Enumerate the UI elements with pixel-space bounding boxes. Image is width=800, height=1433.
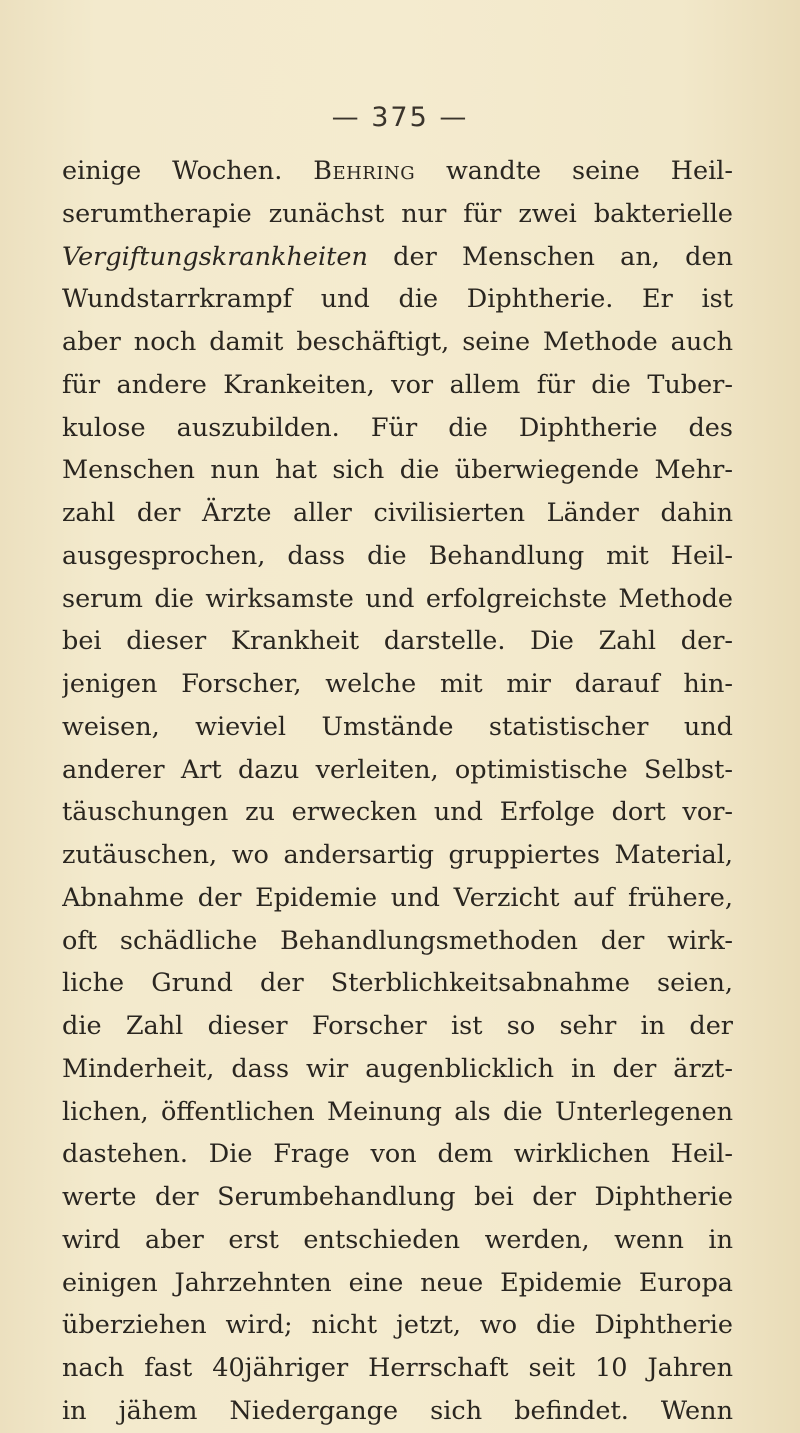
text-line [62, 1091, 733, 1134]
text-line [62, 578, 733, 621]
text-line [62, 663, 733, 706]
text-line [62, 321, 733, 364]
text-line [62, 193, 733, 236]
text-line [62, 150, 733, 193]
text-segment: weisen, wieviel Umstände statistischer und [62, 711, 733, 742]
text-segment: einige Wochen. [62, 156, 314, 186]
text-line [62, 1262, 733, 1305]
text-segment: dastehen. Die Frage von dem wirklichen Heil- [62, 1139, 733, 1170]
text-line [62, 620, 733, 663]
text-line [62, 1347, 733, 1390]
text-line [62, 962, 733, 1005]
text-segment: wandte seine Heil- [415, 156, 733, 186]
text-line [62, 449, 733, 492]
text-line [62, 1048, 733, 1091]
text-segment: täuschungen zu erwecken und Erfolge dort vor- [62, 797, 733, 828]
text-segment: zutäuschen, wo andersartig gruppiertes Material, [62, 840, 733, 870]
text-line [62, 1133, 733, 1176]
text-segment: anderer Art dazu verleiten, optimistische Selbst- [62, 754, 733, 785]
text-line [62, 834, 733, 877]
text-segment: serumtherapie zunächst nur für zwei bakterielle [62, 198, 733, 229]
text-segment: werte der Serumbehandlung bei der Diphtherie [62, 1182, 733, 1212]
text-segment: zahl der Ärzte aller civilisierten Länder dahin [62, 498, 733, 528]
text-line [62, 364, 733, 407]
emphasis-text: Vergiftungskrankheiten [62, 241, 368, 272]
text-segment: Minderheit, dass wir augenblicklich in der ärzt- [62, 1053, 733, 1084]
text-segment: jenigen Forscher, welche mit mir darauf hin- [62, 669, 733, 699]
body-text [62, 150, 733, 1433]
author-name: Behring [313, 156, 416, 186]
text-segment: überziehen wird; nicht jetzt, wo die Diphtherie [62, 1310, 733, 1341]
text-line [62, 1304, 733, 1347]
text-line [62, 492, 733, 535]
page-number: — 375 — [331, 102, 469, 133]
text-segment: Abnahme der Epidemie und Verzicht auf frühere, [62, 882, 733, 913]
text-segment: Menschen nun hat sich die überwiegende Mehr- [62, 455, 733, 486]
text-line [62, 535, 733, 578]
text-segment: oft schädliche Behandlungsmethoden der wirk- [62, 925, 733, 956]
text-line [62, 749, 733, 792]
text-line [62, 1176, 733, 1219]
text-segment: liche Grund der Sterblichkeitsabnahme seien, [62, 968, 733, 999]
text-line [62, 791, 733, 834]
text-segment: nach fast 40jähriger Herrschaft seit 10 Jahren [62, 1353, 733, 1383]
text-segment: für andere Krankeiten, vor allem für die Tuber- [62, 369, 733, 400]
text-line [62, 407, 733, 450]
text-line [62, 706, 733, 749]
text-segment: Wundstarrkrampf und die Diphtherie. Er ist [62, 284, 733, 315]
text-segment: bei dieser Krankheit darstelle. Die Zahl der- [62, 626, 733, 657]
text-line [62, 1219, 733, 1262]
text-segment: aber noch damit beschäftigt, seine Methode auch [62, 327, 733, 357]
text-segment: der Menschen an, den [367, 241, 733, 272]
text-line [62, 236, 733, 279]
text-line [62, 1005, 733, 1048]
text-segment: die Zahl dieser Forscher ist so sehr in der [62, 1011, 733, 1041]
text-line [62, 877, 733, 920]
text-segment: serum die wirksamste und erfolgreichste Methode [62, 583, 733, 614]
text-segment: einigen Jahrzehnten eine neue Epidemie Europa [62, 1267, 733, 1298]
text-segment: ausgesprochen, dass die Behandlung mit Heil- [62, 540, 733, 571]
text-segment: wird aber erst entschieden werden, wenn in [62, 1224, 733, 1255]
text-segment: in jähem Niedergange sich befindet. Wenn [62, 1395, 733, 1426]
text-segment: kulose auszubilden. Für die Diphtherie des [62, 412, 733, 443]
text-line [62, 1390, 733, 1433]
text-line [62, 278, 733, 321]
text-line [62, 920, 733, 963]
text-segment: lichen, öffentlichen Meinung als die Unterlegenen [62, 1096, 733, 1127]
